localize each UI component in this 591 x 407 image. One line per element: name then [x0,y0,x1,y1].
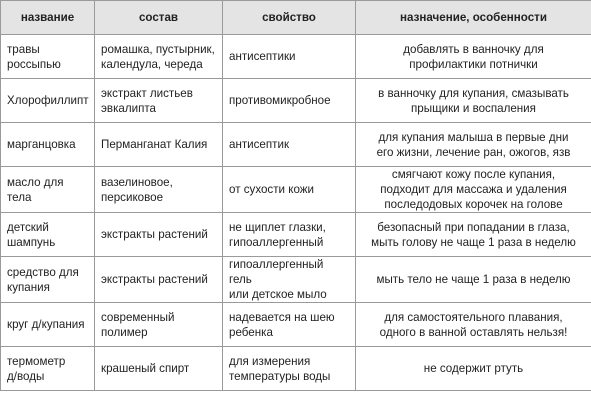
header-purpose: назначение, особенности [356,1,591,35]
cell-composition [95,303,223,347]
cell-text-line: для самостоятельного плавания, [384,310,563,324]
cell-text-line: в ванночку для купания, смазывать [378,86,569,100]
cell-name [1,213,95,257]
cell-text-line: тела [7,190,32,204]
cell-text-line: мыть голову не чаще 1 раза в неделю [371,235,576,249]
cell-property [223,213,356,257]
cell-text-line: последодовых корочек на голове [384,198,563,211]
cell-composition [95,347,223,391]
cell-text-line: противомикробное [229,94,331,107]
cell-property [223,79,356,123]
cell-name [1,35,95,79]
cell-text-line: антисептики [229,50,296,63]
cell-composition [95,257,223,303]
cell-text-line: ребенка [229,325,273,339]
cell-composition [95,35,223,79]
table-header [1,1,591,35]
table-row [1,347,591,391]
cell-name [1,123,95,167]
cell-text-line: для купания малыша в первые дни [378,130,569,144]
cell-name [1,167,95,213]
cell-text-line: детский [7,220,49,234]
cell-composition [95,79,223,123]
cell-text-line: не щиплет глазки, [229,220,326,234]
cell-text-line: эвкалипта [101,101,156,115]
cell-name [1,257,95,303]
cell-text-line: травы [7,42,40,56]
cell-text-line: масло для [7,175,64,189]
cell-text-line: смягчают кожу после купания, [391,168,556,181]
cell-text-line: надевается на шею [229,310,335,324]
cell-text-line: крашеный спирт [101,362,190,375]
cell-property [223,303,356,347]
cell-text-line: безопасный при попадании в глаза, [377,220,570,234]
cell-text-line: его жизни, лечение ран, ожогов, язв [376,145,571,159]
cell-text-line: д/воды [7,369,45,383]
cell-text-line: средство для [7,265,79,279]
cell-composition [95,213,223,257]
cell-text-line: Хлорофиллипт [7,94,89,107]
cell-text-line: экстракты растений [101,228,208,241]
cell-text-line: одного в ванной оставлять нельзя! [379,325,568,339]
table-row [1,79,591,123]
cell-text-line: мыть тело не чаще 1 раза в неделю [376,273,571,286]
table-row [1,35,591,79]
cell-text-line: для измерения [229,354,311,368]
cell-property [223,123,356,167]
cell-composition [95,167,223,213]
cell-text-line: ромашка, пустырник, [101,42,215,56]
cell-name [1,347,95,391]
cell-text-line: экстракты растений [101,273,208,286]
table-row [1,123,591,167]
cell-text-line: шампунь [7,235,56,249]
cell-text-line: марганцовка [7,138,76,151]
header-row [1,1,591,35]
cell-text-line: или детское мыло [229,288,327,301]
cell-text-line: подходит для массажа и удаления [380,183,567,196]
cell-purpose [356,123,591,167]
cell-text-line: гипоаллергенный [229,235,324,249]
header-composition: состав [95,1,223,35]
cell-text-line: температуры воды [229,369,331,383]
header-property: свойство [223,1,356,35]
cell-text-line: добавлять в ванночку для [403,42,544,56]
cell-purpose [356,303,591,347]
cell-purpose [356,213,591,257]
cell-property [223,257,356,303]
cell-purpose [356,347,591,391]
cell-purpose [356,257,591,303]
cell-text-line: россыпью [7,57,61,71]
cell-text-line: профилактики потнички [409,57,538,71]
cell-text-line: полимер [101,325,148,339]
table-row [1,257,591,303]
cell-text-line: термометр [7,354,66,368]
cell-text-line: купания [7,280,50,294]
cell-purpose [356,35,591,79]
cell-text-line: не содержит ртуть [423,362,524,375]
cell-name [1,303,95,347]
cell-text-line: от сухости кожи [229,183,314,196]
cell-property [223,347,356,391]
cell-text-line: гипоаллергенный гель [229,258,324,286]
cell-property [223,35,356,79]
cell-property [223,167,356,213]
cell-text-line: Перманганат Калия [101,138,208,151]
table-row [1,303,591,347]
table-row [1,167,591,213]
cell-text-line: прыщики и воспаления [411,101,536,115]
header-name: название [1,1,95,35]
cell-text-line: современный [101,310,175,324]
cell-text-line: вазелиновое, [101,175,173,189]
cell-purpose [356,79,591,123]
cell-text-line: календула, череда [101,57,203,71]
cell-text-line: круг д/купания [7,318,85,331]
cell-text-line: антисептик [229,138,290,151]
cell-purpose [356,167,591,213]
table-row [1,213,591,257]
cell-composition [95,123,223,167]
cell-name [1,79,95,123]
cell-text-line: персиковое [101,190,164,204]
table-body [1,35,591,391]
cell-text-line: экстракт листьев [101,86,193,100]
